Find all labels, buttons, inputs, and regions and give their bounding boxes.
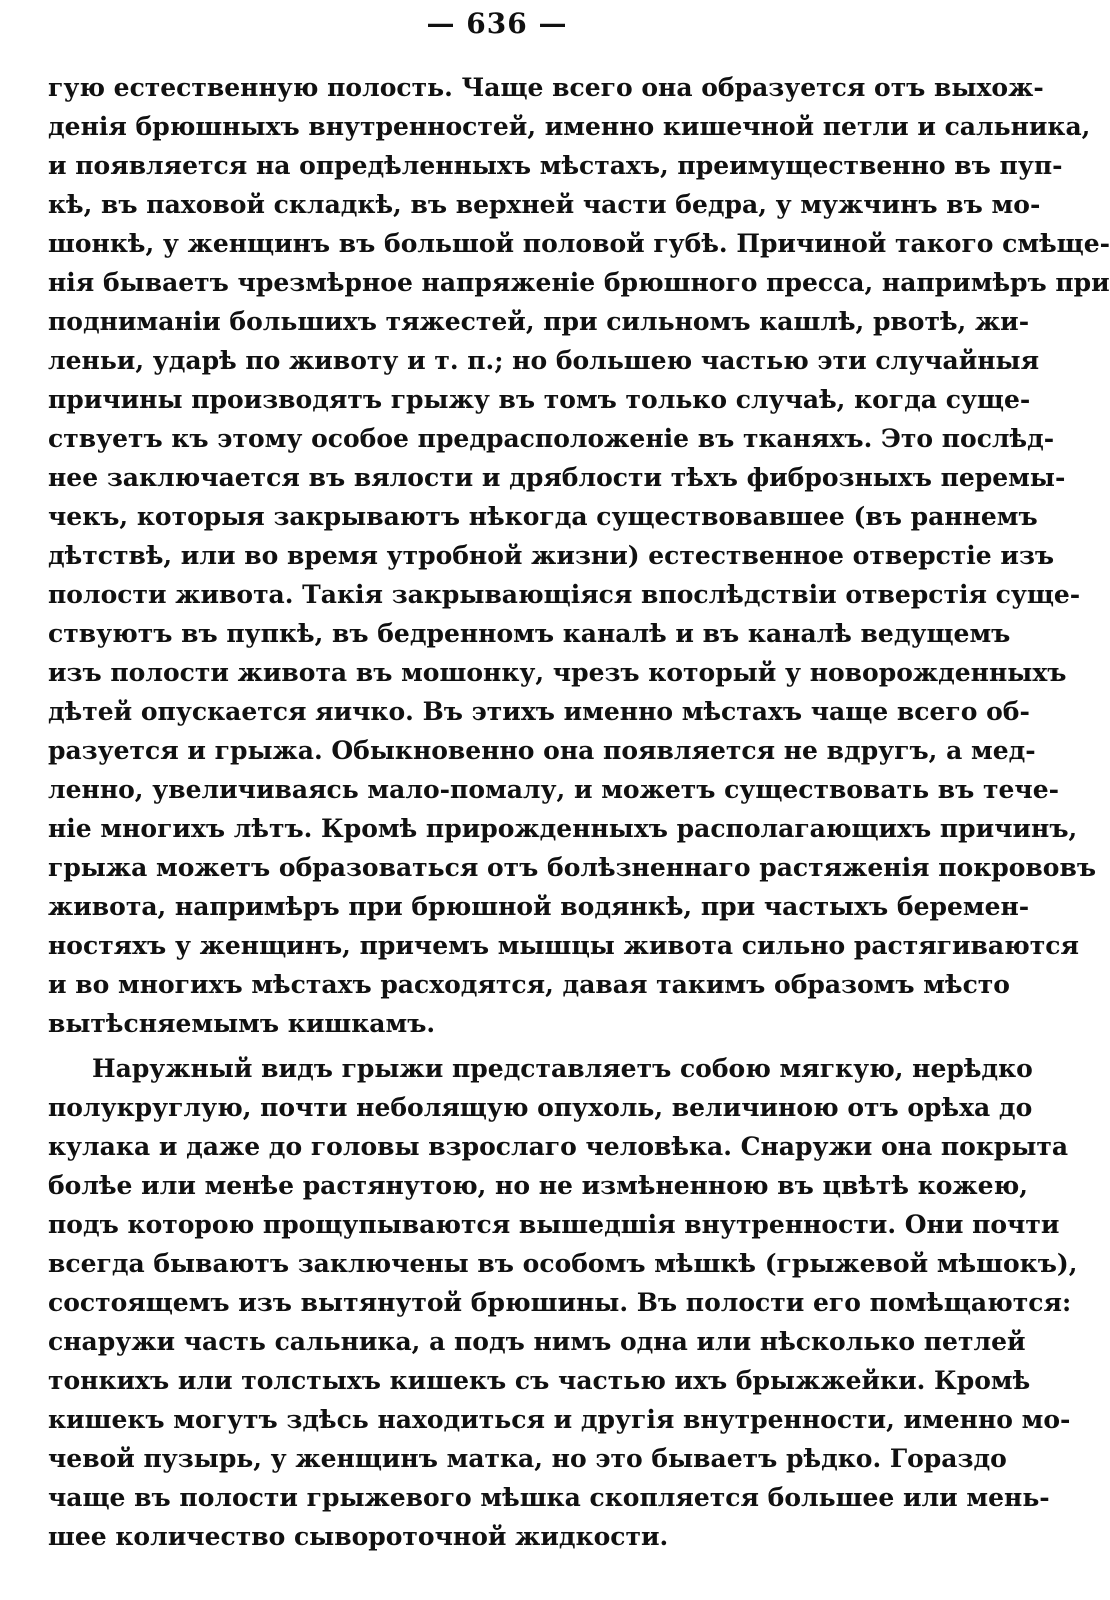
text-line: ніе многихъ лѣтъ. Кромѣ прирожденныхъ располагающихъ причинъ, <box>48 814 1078 843</box>
page-number: — 636 — <box>426 7 568 40</box>
text-line: всегда бываютъ заключены въ особомъ мѣшкѣ (грыжевой мѣшокъ), <box>48 1249 1078 1278</box>
text-line: денія брюшныхъ внутренностей, именно кишечной петли и сальника, <box>48 112 1091 141</box>
text-line: чекъ, которыя закрываютъ нѣкогда существовавшее (въ раннемъ <box>48 502 1038 531</box>
text-line: причины производятъ грыжу въ томъ только случаѣ, когда суще- <box>48 385 1031 414</box>
text-line: разуется и грыжа. Обыкновенно она появляется не вдругъ, а мед- <box>48 736 1036 765</box>
text-line: ностяхъ у женщинъ, причемъ мышцы живота сильно растягиваются <box>48 931 1079 960</box>
text-line: шее количество сывороточной жидкости. <box>48 1522 669 1551</box>
text-line: нія бываетъ чрезмѣрное напряженіе брюшного пресса, напримѣръ при <box>48 268 1110 297</box>
text-line: ствуетъ къ этому особое предрасположеніе въ тканяхъ. Это послѣд- <box>48 424 1055 453</box>
text-line: кишекъ могутъ здѣсь находиться и другія внутренности, именно мо- <box>48 1405 1071 1434</box>
paragraph-2 <box>48 1049 1078 1556</box>
text-line: полости живота. Такія закрывающіяся впослѣдствіи отверстія суще- <box>48 580 1081 609</box>
text-line: тонкихъ или толстыхъ кишекъ съ частью ихъ брыжжейки. Кромѣ <box>48 1366 1031 1395</box>
text-line: состоящемъ изъ вытянутой брюшины. Въ полости его помѣщаются: <box>48 1288 1072 1317</box>
text-line: подниманіи большихъ тяжестей, при сильномъ кашлѣ, рвотѣ, жи- <box>48 307 1030 336</box>
body-text <box>48 68 1110 1556</box>
paragraph-1 <box>48 68 1110 1043</box>
text-line: живота, напримѣръ при брюшной водянкѣ, при частыхъ беремен- <box>48 892 1030 921</box>
text-line: полукруглую, почти неболящую опухоль, величиною отъ орѣха до <box>48 1093 1033 1122</box>
text-line: кулака и даже до головы взрослаго человѣка. Снаружи она покрыта <box>48 1132 1069 1161</box>
text-line: грыжа можетъ образоваться отъ болѣзненнаго растяженія покрововъ <box>48 853 1097 882</box>
text-line: дѣтей опускается яичко. Въ этихъ именно мѣстахъ чаще всего об- <box>48 697 1030 726</box>
text-line: нее заключается въ вялости и дряблости тѣхъ фиброзныхъ перемы- <box>48 463 1066 492</box>
text-line: подъ которою прощупываются вышедшія внутренности. Они почти <box>48 1210 1060 1239</box>
text-line: болѣе или менѣе растянутою, но не измѣненною въ цвѣтѣ кожею, <box>48 1171 1028 1200</box>
text-line: шонкѣ, у женщинъ въ большой половой губѣ. Причиной такого смѣще- <box>48 229 1110 258</box>
text-line: дѣтствѣ, или во время утробной жизни) естественное отверстіе изъ <box>48 541 1055 570</box>
text-line: Наружный видъ грыжи представляетъ собою мягкую, нерѣдко <box>92 1054 1033 1083</box>
text-line: чевой пузырь, у женщинъ матка, но это бываетъ рѣдко. Гораздо <box>48 1444 1007 1473</box>
text-line: леньи, ударѣ по животу и т. п.; но большею частью эти случайныя <box>48 346 1040 375</box>
text-line: вытѣсняемымъ кишкамъ. <box>48 1009 436 1038</box>
text-line: и во многихъ мѣстахъ расходятся, давая такимъ образомъ мѣсто <box>48 970 1010 999</box>
text-line: ствуютъ въ пупкѣ, въ бедренномъ каналѣ и въ каналѣ ведущемъ <box>48 619 1011 648</box>
text-line: снаружи часть сальника, а подъ нимъ одна или нѣсколько петлей <box>48 1327 1026 1356</box>
text-line: и появляется на опредѣленныхъ мѣстахъ, преимущественно въ пуп- <box>48 151 1063 180</box>
text-line: кѣ, въ паховой складкѣ, въ верхней части бедра, у мужчинъ въ мо- <box>48 190 1041 219</box>
text-line: чаще въ полости грыжевого мѣшка скопляется большее или мень- <box>48 1483 1050 1512</box>
text-line: изъ полости живота въ мошонку, чрезъ который у новорожденныхъ <box>48 658 1067 687</box>
text-line: ленно, увеличиваясь мало-помалу, и можетъ существовать въ тече- <box>48 775 1060 804</box>
text-line: гую естественную полость. Чаще всего она образуется отъ выхож- <box>48 73 1044 102</box>
